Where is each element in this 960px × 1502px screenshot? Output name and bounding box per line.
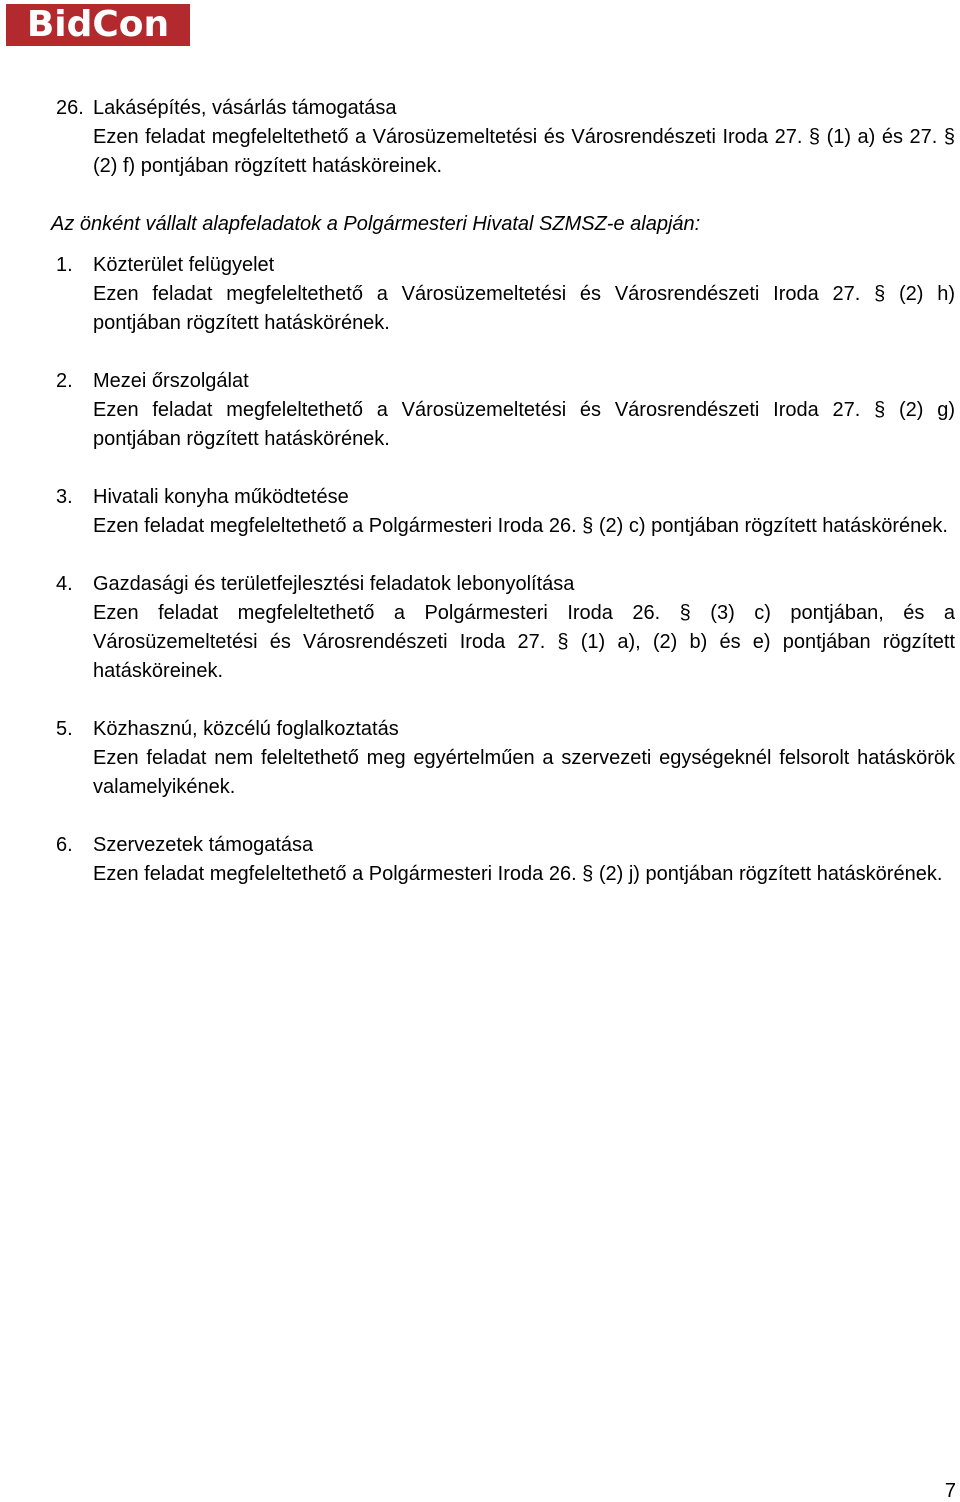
- section-heading: Az önként vállalt alapfeladatok a Polgármesteri Hivatal SZMSZ-e alapján:: [51, 213, 701, 235]
- bidcon-logo: BidCon: [6, 4, 190, 46]
- list-item: [0, 831, 960, 889]
- item-body: Ezen feladat megfeleltethető a Polgármesteri Iroda 26. § (2) c) pontjában rögzített hatáskörének.: [93, 515, 948, 537]
- item-body: Ezen feladat megfeleltethető a Városüzemeltetési és Városrendészeti Iroda 27. § (2) g) pontjában rögzített hatáskörének.: [93, 399, 955, 450]
- list-item: [0, 570, 960, 686]
- document-body: [0, 94, 960, 889]
- item-body: Ezen feladat nem feleltethető meg egyértelműen a szervezeti egységeknél felsorolt hatáskörök valamelyikének.: [93, 747, 955, 798]
- list-item: [0, 367, 960, 454]
- item-body: Ezen feladat megfeleltethető a Városüzemeltetési és Városrendészeti Iroda 27. § (2) h) pontjában rögzített hatáskörének.: [93, 283, 955, 334]
- item-number: 6.: [56, 834, 73, 856]
- item-title: Közterület felügyelet: [93, 254, 275, 276]
- item-body: Ezen feladat megfeleltethető a Polgármesteri Iroda 26. § (3) c) pontjában, és a Városüzemeltetési és Városrendészeti Iroda 27. § (1) a), (2) b) és e) pontjában rögzített hatásköreinek.: [93, 602, 955, 682]
- item-title: Szervezetek támogatása: [93, 834, 314, 856]
- item-title: Lakásépítés, vásárlás támogatása: [93, 97, 397, 119]
- item-title: Közhasznú, közcélú foglalkoztatás: [93, 718, 399, 740]
- item-title: Gazdasági és területfejlesztési feladatok lebonyolítása: [93, 573, 575, 595]
- list-item: [0, 483, 960, 541]
- item-number: 2.: [56, 370, 73, 392]
- list-item: [0, 94, 960, 181]
- item-body: Ezen feladat megfeleltethető a Polgármesteri Iroda 26. § (2) j) pontjában rögzített hatáskörének.: [93, 863, 943, 885]
- item-body: Ezen feladat megfeleltethető a Városüzemeltetési és Városrendészeti Iroda 27. § (1) a) és 27. § (2) f) pontjában rögzített hatásköreinek.: [93, 126, 955, 177]
- item-number: 3.: [56, 486, 73, 508]
- list-item: [0, 251, 960, 338]
- item-number: 4.: [56, 573, 73, 595]
- item-title: Mezei őrszolgálat: [93, 370, 249, 392]
- item-number: 26.: [56, 97, 84, 119]
- item-number: 1.: [56, 254, 73, 276]
- item-number: 5.: [56, 718, 73, 740]
- page-number: 7: [944, 1480, 956, 1502]
- item-title: Hivatali konyha működtetése: [93, 486, 349, 508]
- list-item: [0, 715, 960, 802]
